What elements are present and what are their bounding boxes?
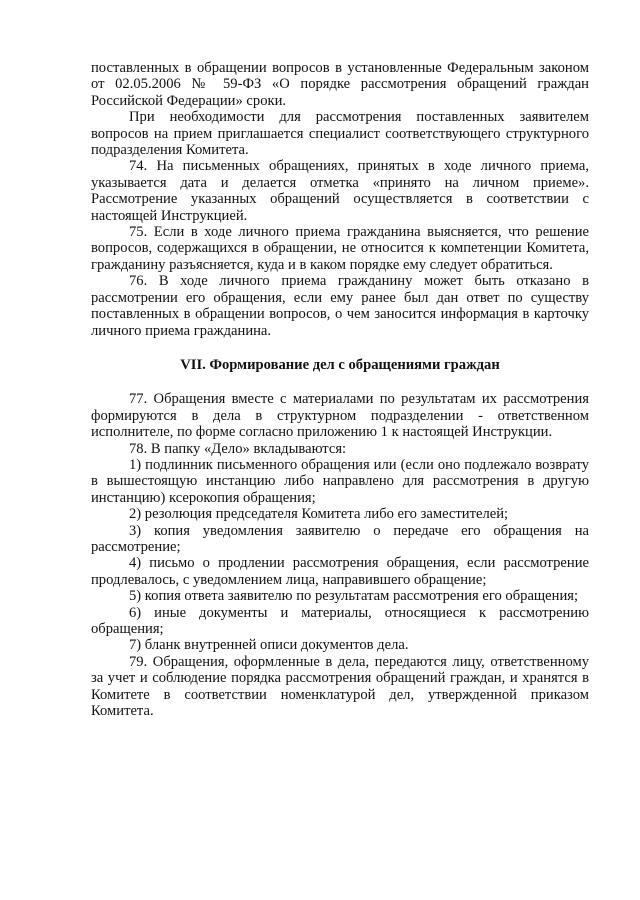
document-body [91, 60, 589, 719]
paragraph-74: 74. На письменных обращениях, принятых в ходе личного приема, указывается дата и делается отметка «принято на личном приеме». Рассмотрение указанных обращений осуществляется в соответствии с настоящей Инструкцией. [91, 158, 589, 224]
paragraph-75: 75. Если в ходе личного приема гражданина выясняется, что решение вопросов, содержащихся в обращении, не относится к компетенции Комитета, гражданину разъясняется, куда и в каком порядке ему следует обратиться. [91, 224, 589, 273]
list-item-1: 1) подлинник письменного обращения или (если оно подлежало возврату в вышестоящую инстанцию либо направлено для рассмотрения в другую инстанцию) ксерокопия обращения; [91, 456, 589, 506]
paragraph-specialist-invitation: При необходимости для рассмотрения поставленных заявителем вопросов на прием приглашается специалист соответствующего структурного подразделения Комитета. [91, 109, 589, 159]
list-item-3: 3) копия уведомления заявителю о передаче его обращения на рассмотрение; [91, 522, 589, 555]
paragraph-77: 77. Обращения вместе с материалами по результатам их рассмотрения формируются в дела в структурном подразделении - ответственном исполнителе, по форме согласно приложению 1 к настоящей Инструкции. [91, 391, 589, 441]
paragraph-78: 78. В папку «Дело» вкладываются: [129, 440, 347, 457]
paragraph-continuation: поставленных в обращении вопросов в установленные Федеральным законом от 02.05.2006 № 59-ФЗ «О порядке рассмотрения обращений граждан Российской Федерации» сроки. [91, 60, 589, 109]
list-item-5: 5) копия ответа заявителю по результатам рассмотрения его обращения; [129, 588, 579, 605]
list-item-6: 6) иные документы и материалы, относящиеся к рассмотрению обращения; [91, 604, 589, 637]
list-item-4: 4) письмо о продлении рассмотрения обращения, если рассмотрение продлевалось, с уведомлением лица, направившего обращение; [91, 555, 589, 588]
list-item-7: 7) бланк внутренней описи документов дела. [129, 637, 409, 654]
paragraph-76: 76. В ходе личного приема гражданину может быть отказано в рассмотрении его обращения, если ему ранее был дан ответ по существу поставленных в обращении вопросов, о чем заносится информация в карточку личного приема гражданина. [91, 273, 589, 339]
list-item-2: 2) резолюция председателя Комитета либо его заместителей; [129, 506, 509, 523]
paragraph-79: 79. Обращения, оформленные в дела, передаются лицу, ответственному за учет и соблюдение порядка рассмотрения обращений граждан, и хранятся в Комитете в соответствии номенклатурой дел, утвержденной приказом Комитета. [91, 653, 589, 720]
section-heading: VII. Формирование дел с обращениями граждан [180, 356, 500, 373]
